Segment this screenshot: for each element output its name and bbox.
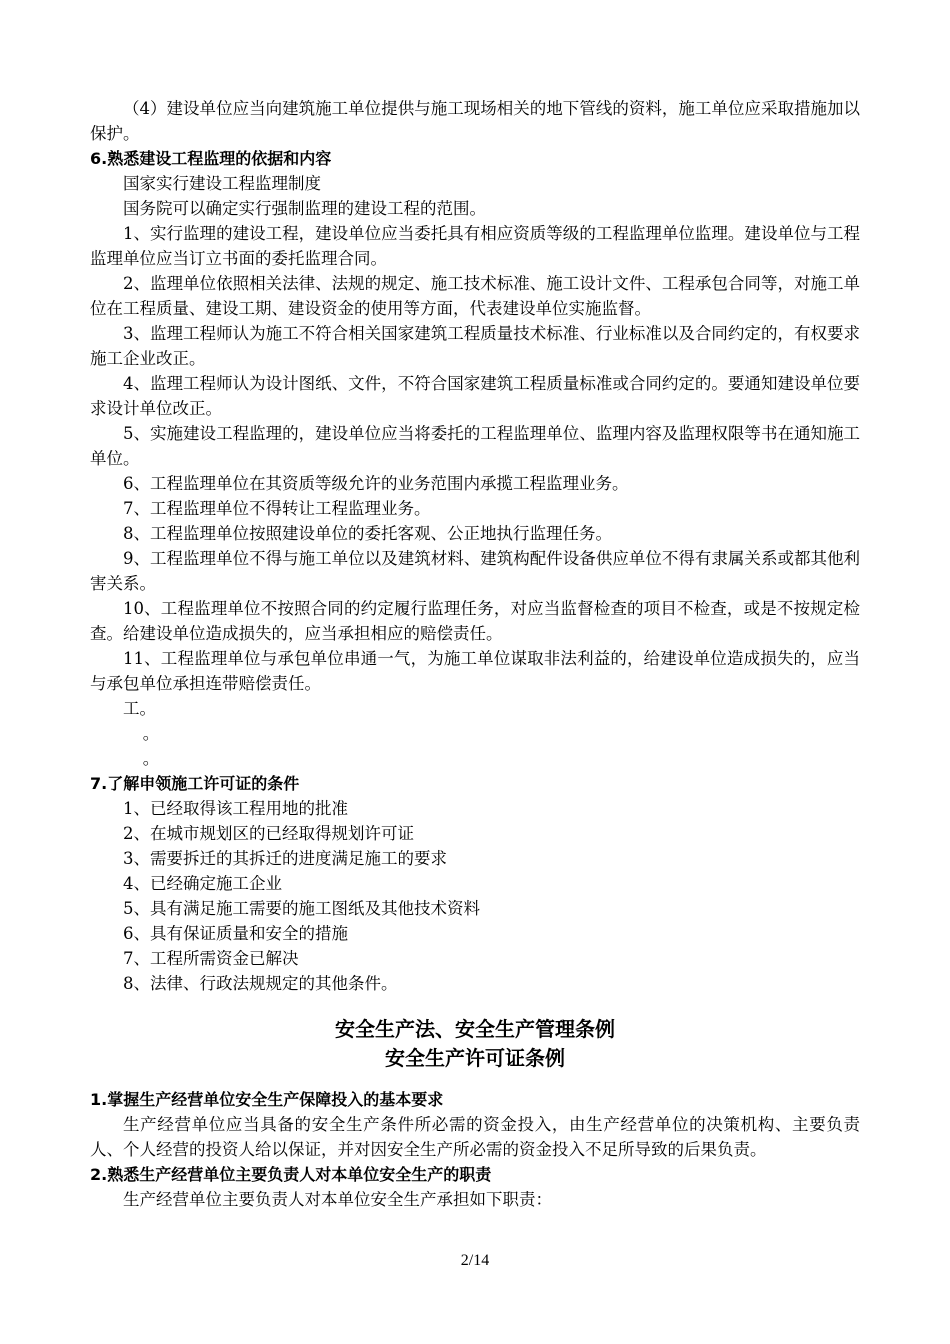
list-item: 2、在城市规划区的已经取得规划许可证 <box>123 824 414 843</box>
section-heading-c1: 1.掌握生产经营单位安全生产保障投入的基本要求 <box>90 1090 444 1109</box>
paragraph: 4、监理工程师认为设计图纸、文件，不符合国家建筑工程质量标准或合同约定的。要通知建设单位要求设计单位改正。 <box>90 374 860 418</box>
paragraph: （4）建设单位应当向建筑施工单位提供与施工现场相关的地下管线的资料，施工单位应采取措施加以保护。 <box>90 99 860 143</box>
paragraph: 11、工程监理单位与承包单位串通一气，为施工单位谋取非法利益的，给建设单位造成损失的，应当与承包单位承担连带赔偿责任。 <box>90 649 860 693</box>
paragraph: 国务院可以确定实行强制监理的建设工程的范围。 <box>123 199 486 218</box>
chapter-title <box>90 1015 860 1073</box>
paragraph: 工。 <box>123 699 156 718</box>
paragraph: 生产经营单位主要负责人对本单位安全生产承担如下职责： <box>123 1190 552 1209</box>
paragraph: 。 <box>142 749 160 768</box>
list-item: 8、法律、行政法规规定的其他条件。 <box>123 974 398 993</box>
paragraph: 3、监理工程师认为施工不符合相关国家建筑工程质量技术标准、行业标准以及合同约定的，有权要求施工企业改正。 <box>90 324 860 368</box>
paragraph: 1、实行监理的建设工程，建设单位应当委托具有相应资质等级的工程监理单位监理。建设单位与工程监理单位应当订立书面的委托监理合同。 <box>90 224 860 268</box>
paragraph: 国家实行建设工程监理制度 <box>123 174 321 193</box>
paragraph: 9、工程监理单位不得与施工单位以及建筑材料、建筑构配件设备供应单位不得有隶属关系或都其他利害关系。 <box>90 549 860 593</box>
list-item: 3、需要拆迁的其拆迁的进度满足施工的要求 <box>123 849 447 868</box>
page-number: 2/14 <box>460 1252 490 1269</box>
list-item: 7、工程所需资金已解决 <box>123 949 299 968</box>
list-item: 1、已经取得该工程用地的批准 <box>123 799 348 818</box>
paragraph: 6、工程监理单位在其资质等级允许的业务范围内承揽工程监理业务。 <box>123 474 629 493</box>
paragraph: 10、工程监理单位不按照合同的约定履行监理任务，对应当监督检查的项目不检查，或是不按规定检查。给建设单位造成损失的，应当承担相应的赔偿责任。 <box>90 599 860 643</box>
document-page <box>90 96 860 1212</box>
section-heading-7: 7.了解申领施工许可证的条件 <box>90 774 300 793</box>
list-item: 5、具有满足施工需要的施工图纸及其他技术资料 <box>123 899 480 918</box>
chapter-title-line1: 安全生产法、安全生产管理条例 <box>335 1017 615 1041</box>
paragraph: 生产经营单位应当具备的安全生产条件所必需的资金投入，由生产经营单位的决策机构、主要负责人、个人经营的投资人给以保证，并对因安全生产所必需的资金投入不足所导致的后果负责。 <box>90 1115 860 1159</box>
chapter-title-line2: 安全生产许可证条例 <box>385 1046 565 1070</box>
section-heading-6: 6.熟悉建设工程监理的依据和内容 <box>90 149 332 168</box>
paragraph: 。 <box>142 724 160 743</box>
paragraph: 8、工程监理单位按照建设单位的委托客观、公正地执行监理任务。 <box>123 524 612 543</box>
paragraph: 7、工程监理单位不得转让工程监理业务。 <box>123 499 431 518</box>
paragraph: 2、监理单位依照相关法律、法规的规定、施工技术标准、施工设计文件、工程承包合同等，对施工单位在工程质量、建设工期、建设资金的使用等方面，代表建设单位实施监督。 <box>90 274 860 318</box>
list-item: 4、已经确定施工企业 <box>123 874 282 893</box>
section-heading-c2: 2.熟悉生产经营单位主要负责人对本单位安全生产的职责 <box>90 1165 492 1184</box>
paragraph: 5、实施建设工程监理的，建设单位应当将委托的工程监理单位、监理内容及监理权限等书在通知施工单位。 <box>90 424 860 468</box>
list-item: 6、具有保证质量和安全的措施 <box>123 924 348 943</box>
